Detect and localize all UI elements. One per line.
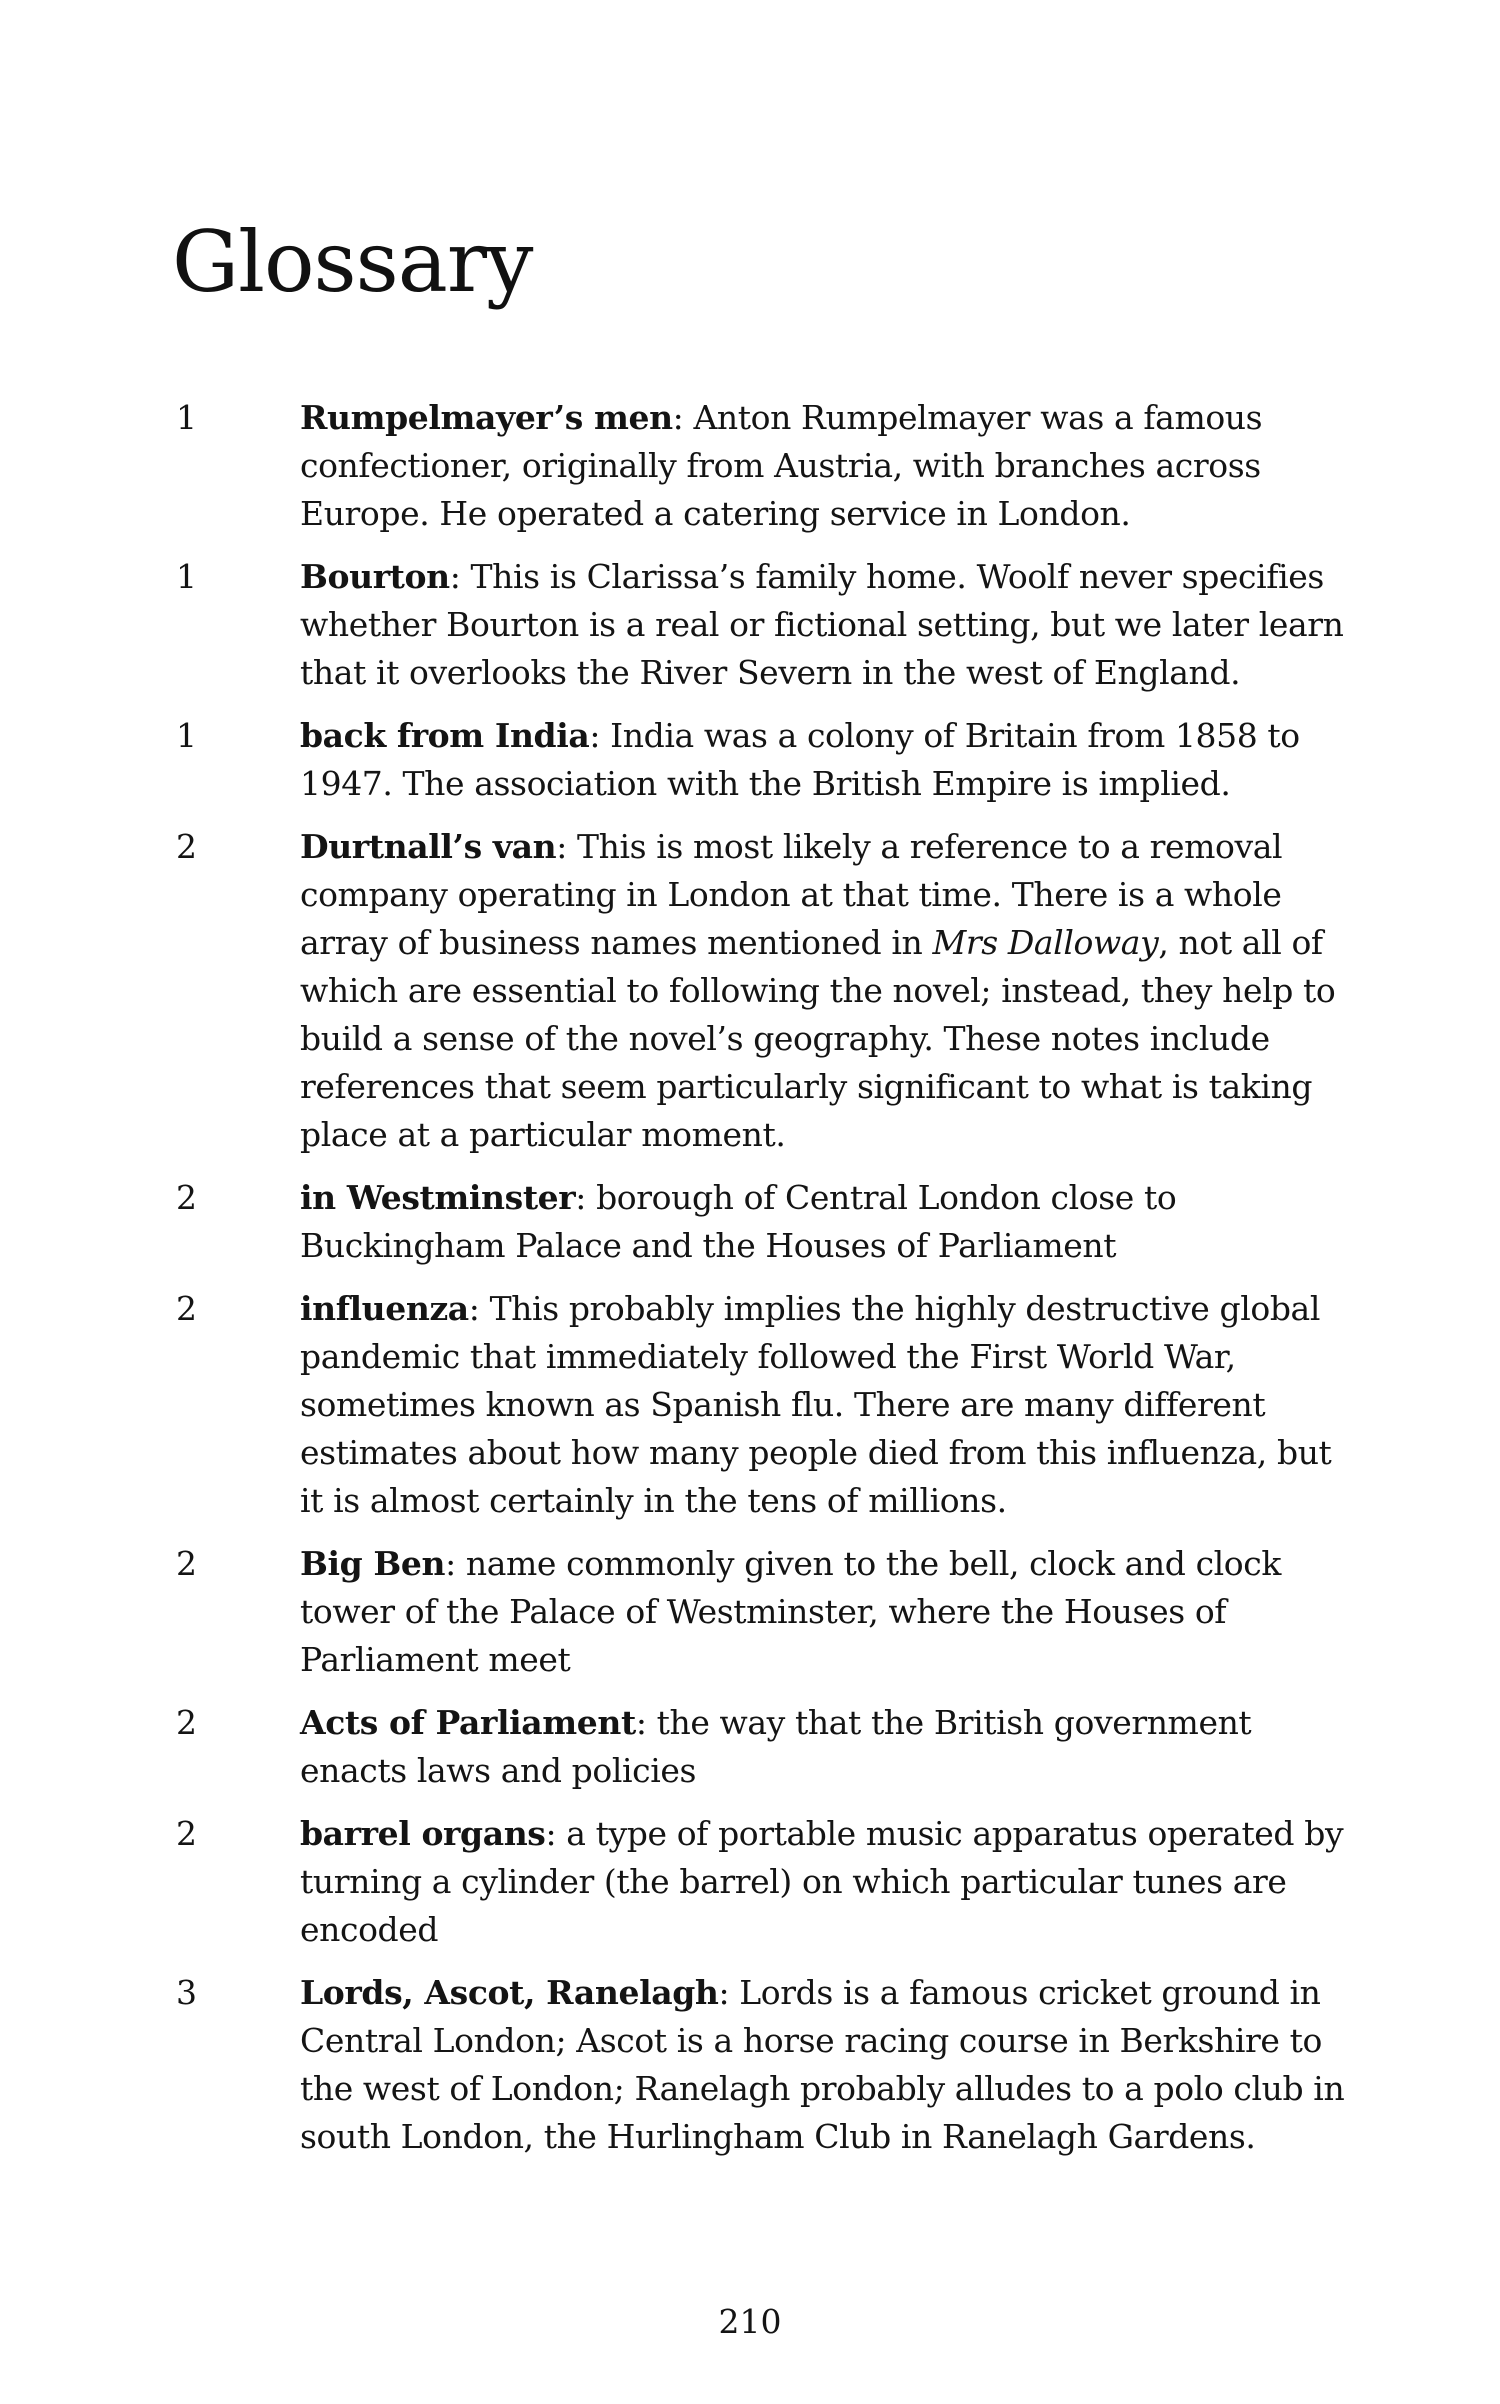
entry-body (300, 1174, 1352, 1270)
entry-term: Durtnall’s van (300, 827, 557, 866)
entry-body (300, 1540, 1352, 1684)
entry-term: Rumpelmayer’s men (300, 398, 673, 437)
entry-term: influenza (300, 1289, 469, 1328)
entry-term: back from India (300, 716, 590, 755)
book-title: Mrs Dalloway (932, 923, 1159, 962)
glossary-entry (172, 1540, 1352, 1684)
page-number: 210 (718, 2302, 782, 2341)
glossary-entry (172, 1285, 1352, 1525)
entry-definition-part: , not all of which are essential to following the novel; instead, they help to build a sense of the novel’s geography. These notes include references that seem particularly significant to what is taking place at a particular moment. (300, 923, 1336, 1154)
entry-page-ref: 2 (176, 1178, 197, 1217)
glossary-entry (172, 1810, 1352, 1954)
entry-definition: : This probably implies the highly destructive global pandemic that immediately followed the First World War, sometimes known as Spanish flu. There are many different estimates about how many people died from this influenza, but it is almost certainly in the tens of millions. (300, 1289, 1332, 1520)
entry-definition: : Anton Rumpelmayer was a famous confectioner, originally from Austria, with branches across Europe. He operated a catering service in London. (300, 398, 1263, 533)
entry-body (300, 1699, 1352, 1795)
glossary-entry (172, 1969, 1352, 2161)
entry-term: Big Ben (300, 1544, 446, 1583)
entry-definition: : a type of portable music apparatus operated by turning a cylinder (the barrel) on which particular tunes are encoded (300, 1814, 1344, 1949)
entry-body (300, 1969, 1352, 2161)
entry-definition-part: : This is most likely a reference to a removal company operating in London at that time. There is a whole array of business names mentioned in (300, 827, 1283, 962)
entry-definition: : This is Clarissa’s family home. Woolf never specifies whether Bourton is a real or fictional setting, but we later learn that it overlooks the River Severn in the west of England. (300, 557, 1344, 692)
entry-page-ref: 1 (176, 557, 197, 596)
glossary-entry (172, 823, 1352, 1159)
entry-body (300, 712, 1352, 808)
entry-page-ref: 2 (176, 1544, 197, 1583)
glossary-entry (172, 712, 1352, 808)
entry-definition: : borough of Central London close to Buckingham Palace and the Houses of Parliament (300, 1178, 1177, 1265)
entry-term: Lords, Ascot, Ranelagh (300, 1973, 719, 2012)
entry-term: barrel organs (300, 1814, 546, 1853)
glossary-list (172, 394, 1352, 2176)
entry-page-ref: 1 (176, 716, 197, 755)
glossary-entry (172, 553, 1352, 697)
entry-body (300, 823, 1352, 1159)
entry-term: in Westminster (300, 1178, 576, 1217)
entry-page-ref: 3 (176, 1973, 197, 2012)
glossary-entry (172, 394, 1352, 538)
entry-page-ref: 2 (176, 1703, 197, 1742)
entry-page-ref: 2 (176, 827, 197, 866)
glossary-entry (172, 1174, 1352, 1270)
entry-term: Bourton (300, 557, 450, 596)
entry-definition: : India was a colony of Britain from 1858 to 1947. The association with the British Empire is implied. (300, 716, 1300, 803)
entry-page-ref: 2 (176, 1289, 197, 1328)
entry-page-ref: 2 (176, 1814, 197, 1853)
entry-body (300, 394, 1352, 538)
entry-body (300, 1285, 1352, 1525)
page-title: Glossary (172, 213, 533, 311)
entry-page-ref: 1 (176, 398, 197, 437)
glossary-entry (172, 1699, 1352, 1795)
entry-definition: : the way that the British government enacts laws and policies (300, 1703, 1252, 1790)
entry-definition: : name commonly given to the bell, clock and clock tower of the Palace of Westminster, where the Houses of Parliament meet (300, 1544, 1281, 1679)
entry-body (300, 1810, 1352, 1954)
entry-body (300, 553, 1352, 697)
entry-term: Acts of Parliament (300, 1703, 636, 1742)
entry-definition: : Lords is a famous cricket ground in Central London; Ascot is a horse racing course in Berkshire to the west of London; Ranelagh probably alludes to a polo club in south London, the Hurlingham Club in Ranelagh Gardens. (300, 1973, 1345, 2156)
